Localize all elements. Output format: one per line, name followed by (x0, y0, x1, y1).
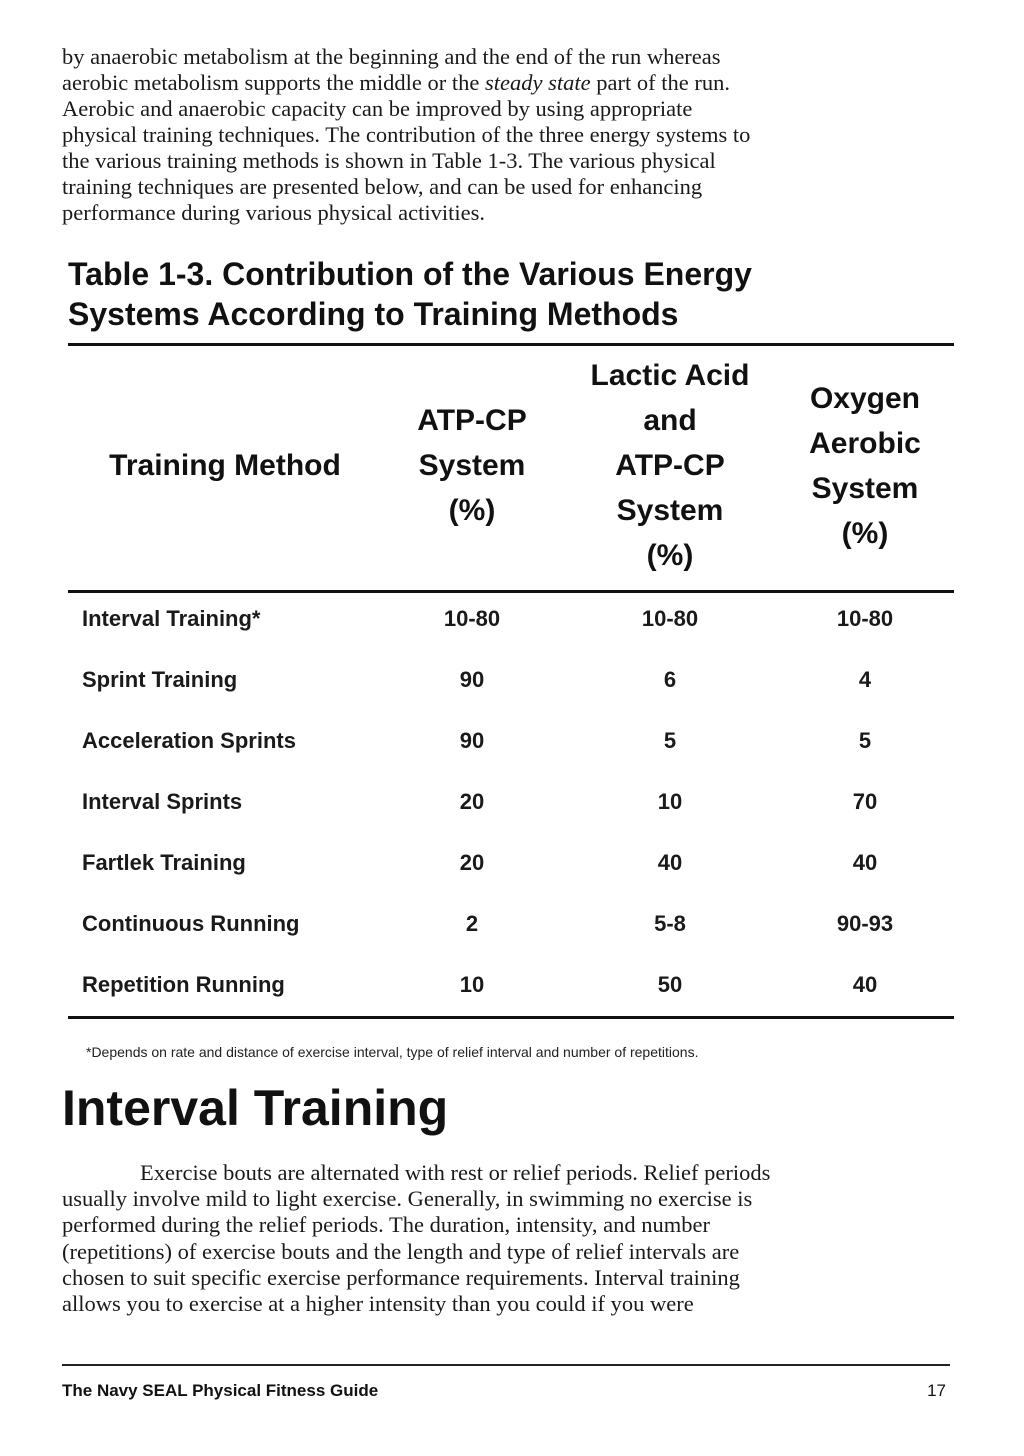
table-title (68, 254, 948, 334)
footer-title: The Navy SEAL Physical Fitness Guide (62, 1381, 379, 1400)
intro-line: performance during various physical activities. (62, 200, 485, 225)
intro-line: physical training techniques. The contribution of the three energy systems to (62, 122, 751, 147)
table-row (68, 661, 954, 701)
header-line: (%) (448, 494, 496, 527)
table-row (68, 966, 954, 1006)
intro-line: by anaerobic metabolism at the beginning and the end of the run whereas (62, 44, 721, 69)
table-title-line: Table 1-3. Contribution of the Various Energy (68, 256, 752, 292)
row-training-method: Continuous Running (82, 911, 300, 936)
row-atp-cp: 90 (459, 667, 485, 692)
intro-emphasis: steady state (485, 70, 591, 95)
column-header-training-method (80, 443, 370, 488)
table-row (68, 722, 954, 762)
row-oxygen: 40 (852, 850, 878, 875)
row-oxygen: 4 (858, 667, 872, 692)
table-footnote: *Depends on rate and distance of exercise interval, type of relief interval and number of repetitions. (86, 1044, 699, 1060)
row-atp-cp: 20 (459, 850, 485, 875)
header-line: (%) (841, 517, 889, 550)
intro-line (62, 70, 942, 96)
row-training-method: Fartlek Training (82, 850, 246, 875)
row-training-method: Sprint Training (82, 667, 238, 692)
column-header-lactic-acid (570, 353, 770, 578)
header-line: Training Method (109, 449, 341, 482)
row-atp-cp: 10 (459, 972, 485, 997)
body-line: Exercise bouts are alternated with rest or relief periods. Relief periods (140, 1160, 771, 1185)
row-lactic-acid: 5 (663, 728, 677, 753)
table-row (68, 600, 954, 640)
header-line: System (418, 449, 526, 482)
header-line: ATP-CP (615, 449, 725, 482)
column-header-atp-cp (380, 398, 564, 533)
header-line: System (811, 472, 919, 505)
table-top-rule (68, 343, 954, 346)
body-line: chosen to suit specific exercise performance requirements. Interval training (62, 1264, 740, 1290)
column-header-oxygen-aerobic (770, 376, 960, 556)
header-line: ATP-CP (417, 404, 527, 437)
row-lactic-acid: 10-80 (641, 606, 699, 631)
row-atp-cp: 10-80 (443, 606, 501, 631)
intro-text: part of the run. (596, 70, 730, 95)
table-row (68, 783, 954, 823)
table-row (68, 844, 954, 884)
row-lactic-acid: 50 (657, 972, 683, 997)
row-oxygen: 5 (858, 728, 872, 753)
row-training-method: Interval Training* (82, 606, 261, 631)
row-oxygen: 10-80 (836, 606, 894, 631)
intro-text: aerobic metabolism supports the middle or the (62, 70, 480, 95)
row-oxygen: 40 (852, 972, 878, 997)
header-line: System (616, 494, 724, 527)
row-lactic-acid: 6 (663, 667, 677, 692)
table-title-line: Systems According to Training Methods (68, 296, 679, 332)
row-atp-cp: 90 (459, 728, 485, 753)
footer-rule (62, 1364, 950, 1366)
body-line: usually involve mild to light exercise. Generally, in swimming no exercise is (62, 1186, 753, 1212)
row-oxygen: 90-93 (836, 911, 894, 936)
table-bottom-rule (68, 1016, 954, 1019)
row-atp-cp: 20 (459, 789, 485, 814)
row-lactic-acid: 10 (657, 789, 683, 814)
row-lactic-acid: 40 (657, 850, 683, 875)
table-header-rule (68, 590, 954, 593)
body-line: allows you to exercise at a higher intensity than you could if you were (62, 1291, 694, 1317)
section-paragraph (62, 1160, 942, 1317)
header-line: Lactic Acid (590, 359, 750, 392)
row-training-method: Acceleration Sprints (82, 728, 296, 753)
section-heading: Interval Training (62, 1080, 449, 1136)
row-training-method: Interval Sprints (82, 789, 243, 814)
row-lactic-acid: 5-8 (654, 911, 686, 936)
body-line: (repetitions) of exercise bouts and the length and type of relief intervals are (62, 1238, 740, 1264)
row-training-method: Repetition Running (82, 972, 285, 997)
header-line: Aerobic (809, 427, 921, 460)
body-line: performed during the relief periods. The duration, intensity, and number (62, 1212, 710, 1238)
row-oxygen: 70 (852, 789, 878, 814)
header-line: (%) (646, 539, 694, 572)
header-line: and (643, 404, 697, 437)
intro-paragraph (62, 44, 942, 226)
intro-line: the various training methods is shown in Table 1-3. The various physical (62, 148, 716, 173)
intro-line: Aerobic and anaerobic capacity can be improved by using appropriate (62, 96, 693, 121)
row-atp-cp: 2 (465, 911, 479, 936)
table-row (68, 905, 954, 945)
intro-line: training techniques are presented below, and can be used for enhancing (62, 174, 703, 199)
header-line: Oxygen (809, 382, 921, 415)
page-number: 17 (927, 1381, 946, 1400)
